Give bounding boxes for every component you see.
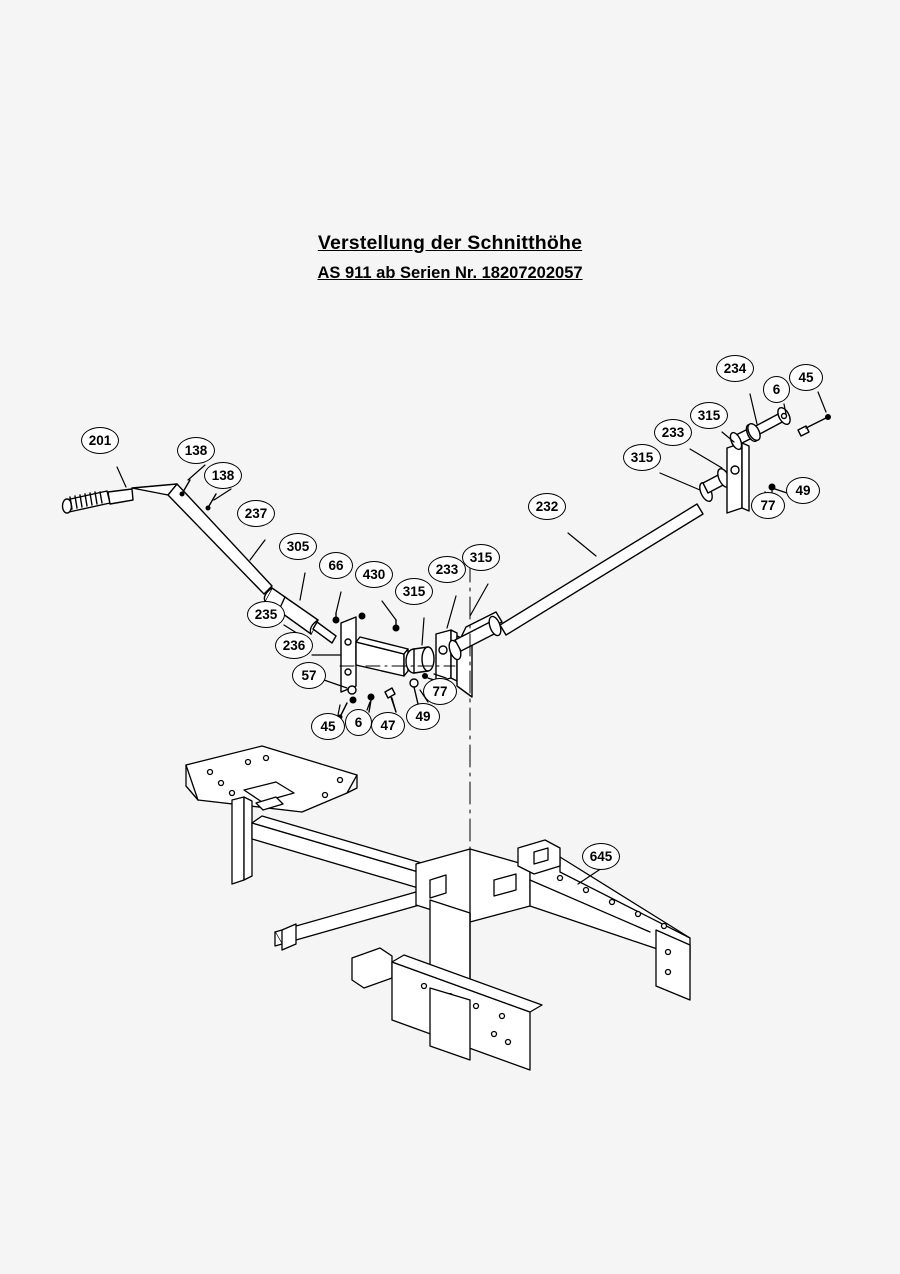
callout-balloon-232-c19 (528, 493, 566, 520)
callout-label: 430 (362, 566, 386, 582)
callout-label: 47 (380, 717, 396, 733)
callout-label: 645 (589, 848, 613, 864)
callout-label: 49 (415, 708, 431, 724)
callout-label: 66 (328, 557, 344, 573)
callout-label: 6 (354, 714, 363, 730)
page-subtitle: AS 911 ab Serien Nr. 18207202057 (317, 264, 583, 282)
callout-balloon-6-c15 (345, 709, 372, 736)
callout-balloon-645-c28 (582, 843, 620, 870)
callout-label: 232 (535, 498, 559, 514)
callout-balloon-57-c13 (292, 662, 326, 689)
callout-label: 315 (697, 407, 721, 423)
callout-label: 237 (244, 505, 268, 521)
callout-label: 49 (795, 482, 811, 498)
callout-balloon-201-c1 (81, 427, 119, 454)
callout-balloon-315-c22 (690, 402, 728, 429)
callout-label: 305 (286, 538, 310, 554)
callout-label: 45 (320, 718, 336, 734)
callout-balloon-49-c26 (786, 477, 820, 504)
callout-label: 236 (282, 637, 306, 653)
callout-balloon-49-c17 (406, 703, 440, 730)
callout-balloon-233-c9 (428, 556, 466, 583)
callout-balloon-315-c10 (462, 544, 500, 571)
handle-grip (63, 491, 111, 513)
chassis-frame (186, 746, 690, 1070)
callout-label: 234 (723, 360, 747, 376)
callout-label: 45 (798, 369, 814, 385)
callout-balloon-236-c12 (275, 632, 313, 659)
callout-label: 77 (760, 497, 776, 513)
callout-balloon-6-c24 (763, 376, 790, 403)
callout-label: 315 (630, 449, 654, 465)
callout-balloon-45-c14 (311, 713, 345, 740)
callout-balloon-305-c5 (279, 533, 317, 560)
right-rod (447, 504, 703, 661)
callout-label: 6 (772, 381, 781, 397)
callout-balloon-234-c23 (716, 355, 754, 382)
callout-balloon-315-c8 (395, 578, 433, 605)
callout-balloon-66-c6 (319, 552, 353, 579)
callout-label: 138 (211, 467, 235, 483)
callout-balloon-45-c25 (789, 364, 823, 391)
callout-label: 233 (435, 561, 459, 577)
callout-balloon-77-c18 (423, 678, 457, 705)
callout-balloon-138-c3 (204, 462, 242, 489)
callout-label: 201 (88, 432, 112, 448)
callout-label: 57 (301, 667, 317, 683)
callout-label: 138 (184, 442, 208, 458)
callout-balloon-77-c27 (751, 492, 785, 519)
page-title: Verstellung der Schnitthöhe (317, 232, 583, 254)
callout-balloon-430-c7 (355, 561, 393, 588)
callout-label: 315 (402, 583, 426, 599)
callout-balloon-233-c21 (654, 419, 692, 446)
callout-balloon-47-c16 (371, 712, 405, 739)
callout-balloon-138-c2 (177, 437, 215, 464)
callout-label: 235 (254, 606, 278, 622)
callout-label: 77 (432, 683, 448, 699)
callout-label: 233 (661, 424, 685, 440)
callout-balloon-237-c4 (237, 500, 275, 527)
callout-label: 315 (469, 549, 493, 565)
callout-balloon-315-c20 (623, 444, 661, 471)
callout-balloon-235-c11 (247, 601, 285, 628)
